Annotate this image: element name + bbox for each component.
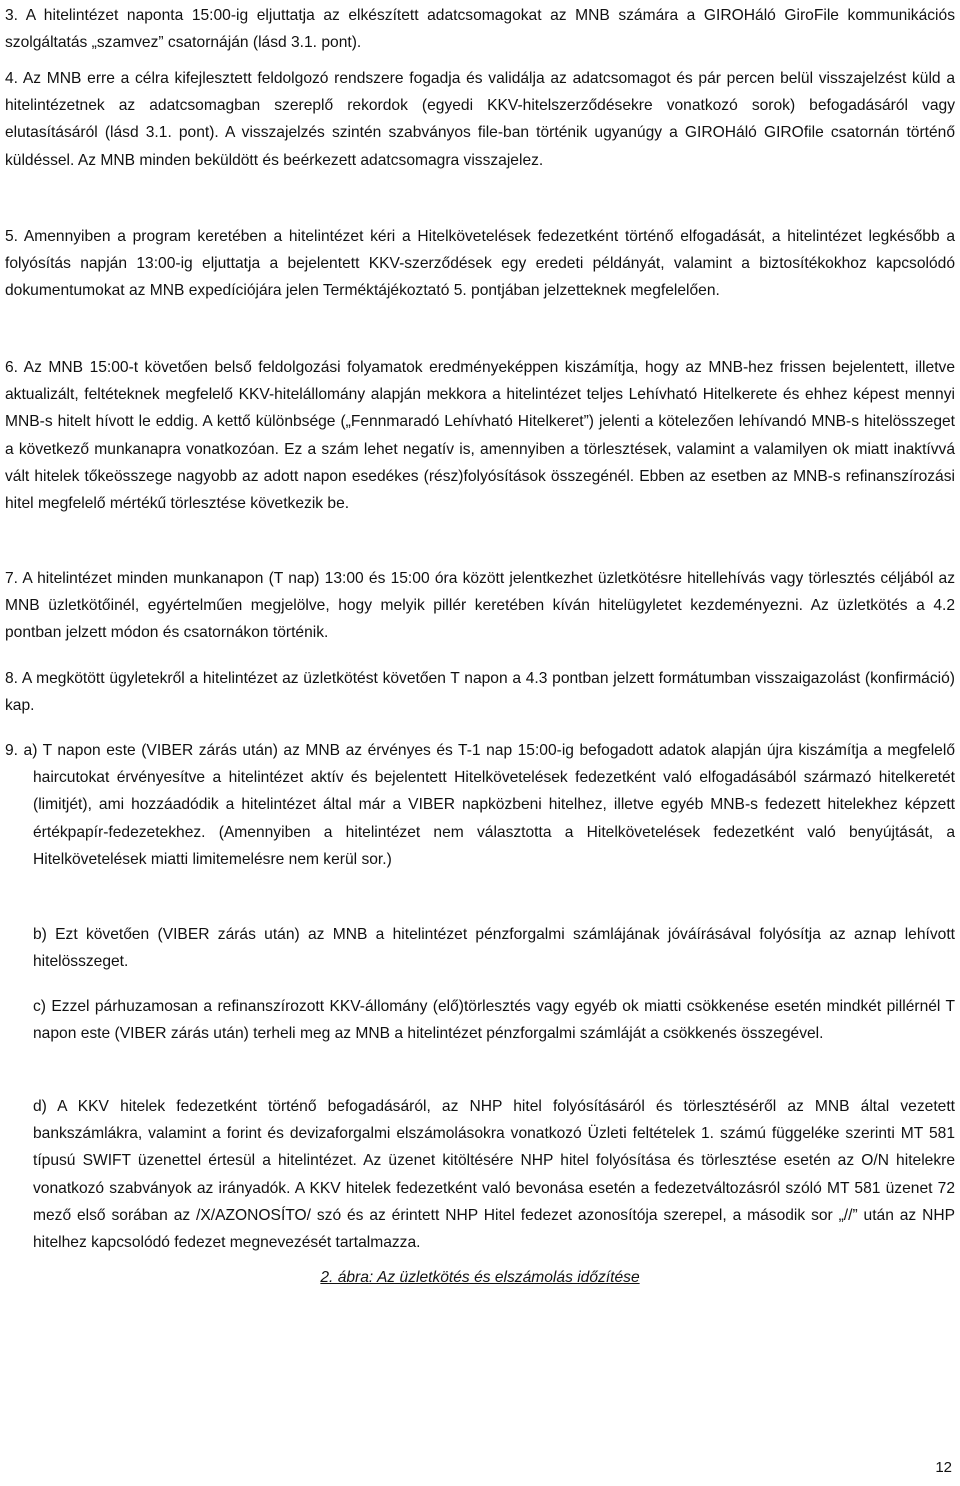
paragraph-9b: b) Ezt követően (VIBER zárás után) az MNB a hitelintézet pénzforgalmi számlájának jóváírásával folyósítja az aznap lehívott hitelösszeget. [33, 926, 955, 971]
page-number: 12 [935, 1459, 952, 1476]
paragraph-7: 7. A hitelintézet minden munkanapon (T nap) 13:00 és 15:00 óra között jelentkezhet üzletkötésre hitellehívás vagy törlesztés céljából az MNB üzletkötőinél, egyértelműen megjelölve, hogy melyik pillér keretében kíván hitelügyletet kezdeményezni. Az üzletkötés a 4.2 pontban jelzett módon és csatornákon történik. [5, 570, 955, 642]
paragraph-3: 3. A hitelintézet naponta 15:00-ig eljuttatja az elkészített adatcsomagokat az MNB számára a GIROHáló GiroFile kommunikációs szolgáltatás „szamvez” csatornáján (lásd 3.1. pont). [5, 7, 955, 52]
paragraph-9a: 9. a) T napon este (VIBER zárás után) az MNB az érvényes és T-1 nap 15:00-ig befogadott adatok alapján újra kiszámítja a megfelelő haircutokat érvényesítve a hitelintézet aktív és bejelentett Hitelkövetelések fedezetként való elfogadásából származó hitelkeretét (limitjét), ami hozzáadódik a hitelintézet által már a VIBER napközbeni hitelhez, illetve egyéb MNB-s fedezett hitelekhez képzett értékpapír-fedezetekhez. (Amennyiben a hitelintézet nem választotta a Hitelkövetelések fedezetként való benyújtását, a Hitelkövetelések miatti limitemelésre nem kerül sor.) [5, 742, 955, 868]
paragraph-9d: d) A KKV hitelek fedezetként történő befogadásáról, az NHP hitel folyósításáról és törlesztéséről az MNB által vezetett bankszámlákra, valamint a forint és devizaforgalmi elszámolásokra vonatkozó Üzleti feltételek 1. számú függeléke szerinti MT 581 típusú SWIFT üzenettel értesül a hitelintézet. Az üzenet kitöltésére NHP hitel folyósítása és törlesztése esetén az O/N hitelekre vonatkozó szabványok az irányadók. A KKV hitelek fedezetként való bevonása esetén a fedezetváltozásról szóló MT 581 üzenet 72 mező első sorában az /X/AZONOSÍTO/ szó és az érintett NHP Hitel fedezet azonosítója szerepel, a második sor „//” után az NHP hitelhez kapcsolódó fedezet megnevezését tartalmazza. [33, 1098, 955, 1252]
paragraph-8: 8. A megkötött ügyletekről a hitelintézet az üzletkötést követően T napon a 4.3 pontban jelzett formátumban visszaigazolást (konfirmáció) kap. [5, 670, 955, 715]
paragraph-9c: c) Ezzel párhuzamosan a refinanszírozott KKV-állomány (elő)törlesztés vagy egyéb ok miatti csökkenése esetén mindkét pillérnél T napon este (VIBER zárás után) terheli meg az MNB a hitelintézet pénzforgalmi számláját a csökkenés összegével. [33, 998, 955, 1043]
figure-caption: 2. ábra: Az üzletkötés és elszámolás időzítése [320, 1269, 640, 1286]
paragraph-6: 6. Az MNB 15:00-t követően belső feldolgozási folyamatok eredményeképpen kiszámítja, hogy az MNB-hez frissen bejelentett, illetve aktualizált, feltéteknek megfelelő KKV-hitelállomány alapján mekkora a hitelintézet teljes Lehívható Hitelkerete és ehhez képest mennyi MNB-s hitelt hívott le eddig. A kettő különbsége („Fennmaradó Lehívható Hitelkeret”) jelenti a kötelezően lehívandó MNB-s hitelösszeget a következő munkanapra vonatkozóan. Ez a szám lehet negatív is, amennyiben a törlesztések, valamint a valamilyen ok miatt inaktívvá vált hitelek tőkeösszege nagyobb az adott napon esedékes (rész)folyósítások összegénél. Ebben az esetben az MNB-s refinanszírozási hitel megfelelő mértékű törlesztése következik be. [5, 359, 955, 513]
paragraph-5: 5. Amennyiben a program keretében a hitelintézet kéri a Hitelkövetelések fedezetként történő elfogadását, a hitelintézet legkésőbb a folyósítás napján 13:00-ig eljuttatja a bejelentett KKV-szerződések egy eredeti példányát, valamint a biztosítékokhoz kapcsolódó dokumentumokat az MNB expedíciójára jelen Terméktájékoztató 5. pontjában jelzetteknek megfelelően. [5, 228, 955, 300]
paragraph-4: 4. Az MNB erre a célra kifejlesztett feldolgozó rendszere fogadja és validálja az adatcsomagot és pár percen belül visszajelzést küld a hitelintézetnek az adatcsomagban szereplő rekordok (egyedi KKV-hitelszerződésekre vonatkozó sorok) befogadásáról vagy elutasításáról (lásd 3.1. pont). A visszajelzés szintén szabványos file-ban történik ugyanúgy a GIROHáló GIROfile csatornán történő küldéssel. Az MNB minden beküldött és beérkezett adatcsomagra visszajelez. [5, 70, 955, 169]
